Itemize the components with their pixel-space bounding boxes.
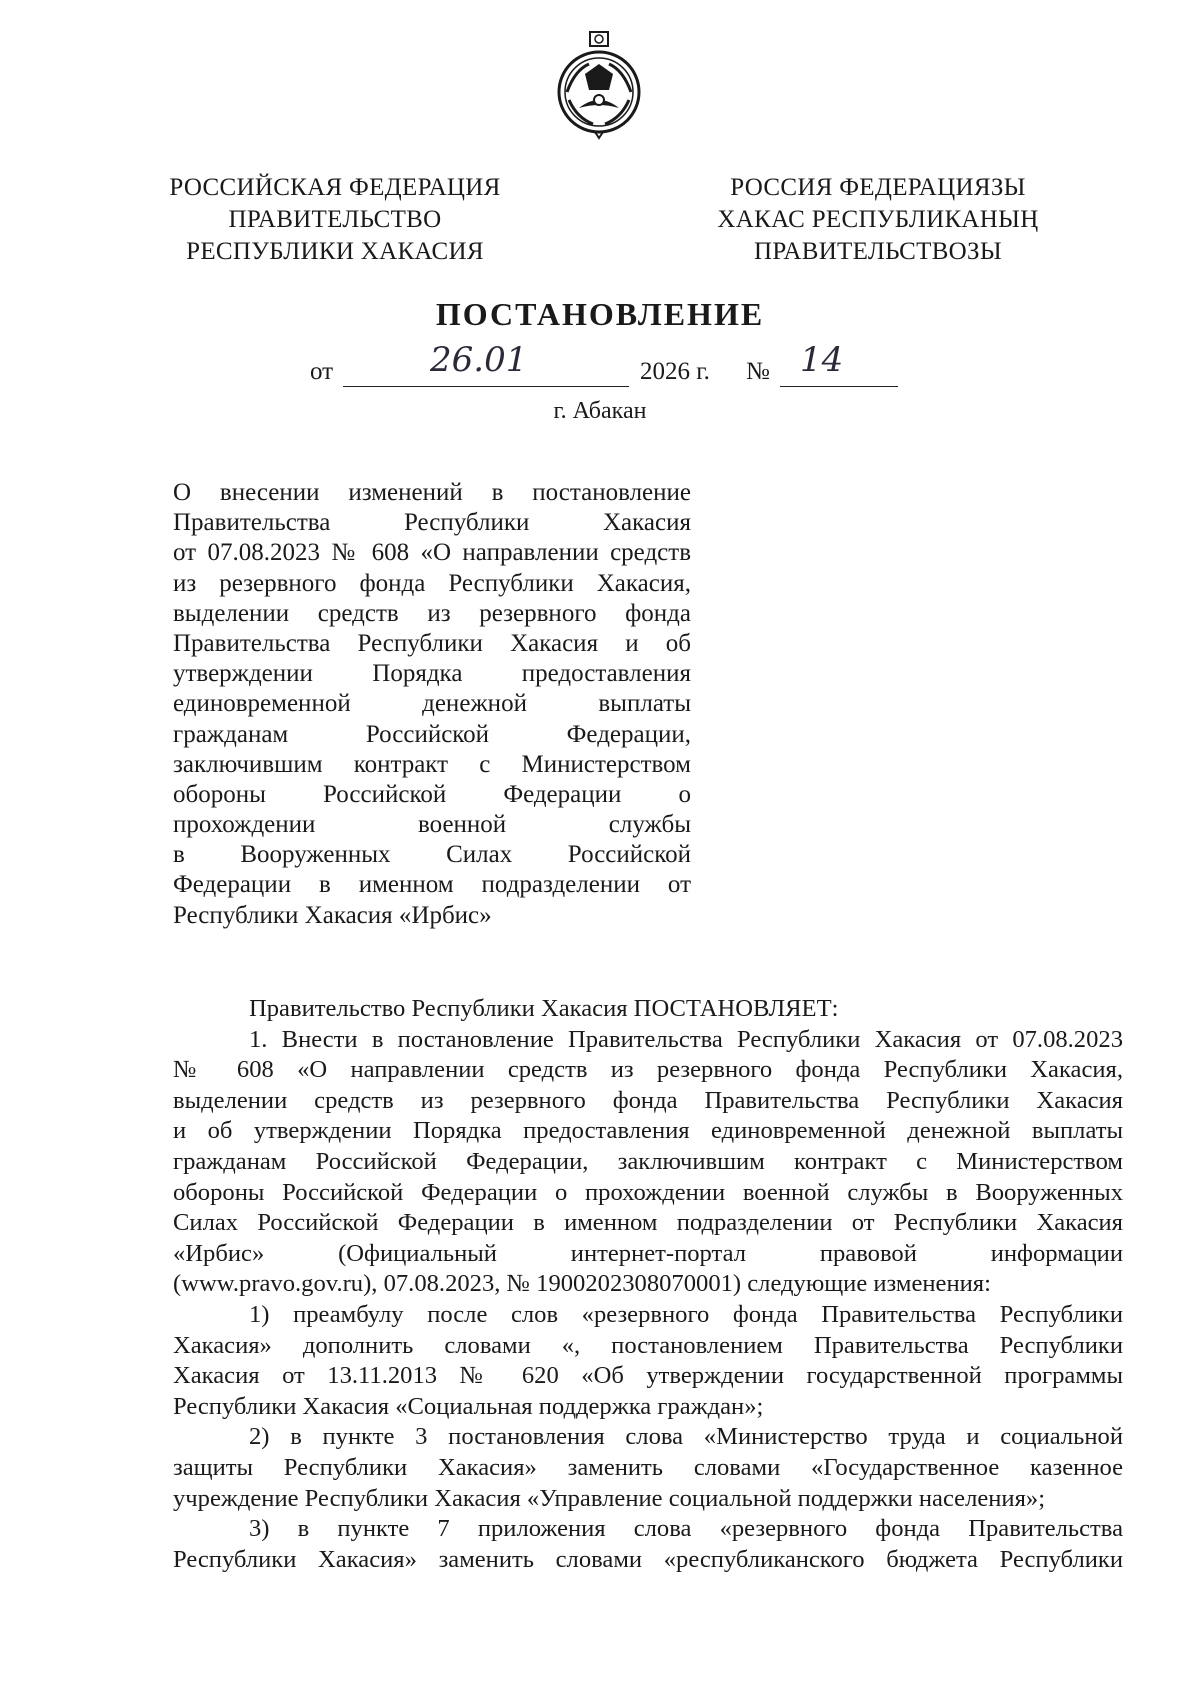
subject-line: обороны Российской Федерации о bbox=[173, 780, 691, 808]
subject-line: единовременной денежной выплаты bbox=[173, 690, 691, 718]
header-left-line: ПРАВИТЕЛЬСТВО bbox=[228, 206, 442, 233]
body-line: 3) в пункте 7 приложения слова «резервного фонда Правительства bbox=[249, 1515, 1123, 1543]
number-label: № bbox=[746, 358, 770, 385]
body-line: и об утверждении Порядка предоставления единовременной денежной выплаты bbox=[173, 1117, 1123, 1145]
handwritten-number: 14 bbox=[800, 340, 844, 380]
handwritten-date: 26.01 bbox=[430, 340, 528, 380]
body-line: Республики Хакасия» заменить словами «республиканского бюджета Республики bbox=[173, 1545, 1123, 1573]
subject-line: Правительства Республики Хакасия bbox=[173, 509, 691, 537]
subject-block bbox=[173, 478, 691, 931]
body-line: учреждение Республики Хакасия «Управление социальной поддержки населения»; bbox=[173, 1484, 1046, 1512]
body-line: Силах Российской Федерации в именном подразделении от Республики Хакасия bbox=[173, 1209, 1123, 1237]
body-line: «Ирбис» (Официальный интернет-портал правовой информации bbox=[173, 1239, 1123, 1267]
header-left-block bbox=[140, 172, 530, 268]
body-line: Правительство Республики Хакасия ПОСТАНОВЛЯЕТ: bbox=[249, 995, 839, 1022]
subject-line: в Вооруженных Силах Российской bbox=[173, 841, 691, 869]
subject-line: из резервного фонда Республики Хакасия, bbox=[173, 569, 691, 597]
document-title: ПОСТАНОВЛЕНИЕ bbox=[435, 296, 765, 332]
city-label: г. Абакан bbox=[553, 398, 647, 424]
body-line: (www.pravo.gov.ru), 07.08.2023, № 1900202308070001) следующие изменения: bbox=[173, 1270, 991, 1298]
coat-of-arms-icon bbox=[555, 30, 643, 142]
header-right-line: РОССИЯ ФЕДЕРАЦИЯЗЫ bbox=[730, 174, 1026, 201]
body-line: гражданам Российской Федерации, заключившим контракт с Министерством bbox=[173, 1147, 1123, 1175]
subject-line: Правительства Республики Хакасия и об bbox=[173, 629, 691, 657]
body-line: Республики Хакасия «Социальная поддержка граждан»; bbox=[173, 1392, 764, 1420]
body-line: № 608 «О направлении средств из резервного фонда Республики Хакасия, bbox=[173, 1056, 1123, 1084]
body-line: 1. Внести в постановление Правительства Республики Хакасия от 07.08.2023 bbox=[249, 1025, 1123, 1053]
subject-line: утверждении Порядка предоставления bbox=[173, 660, 691, 688]
header-right-line: ХАКАС РЕСПУБЛИКАНЫҢ bbox=[717, 206, 1039, 233]
subject-line: О внесении изменений в постановление bbox=[173, 479, 691, 506]
from-label: от bbox=[310, 358, 334, 385]
subject-line: заключившим контракт с Министерством bbox=[173, 750, 691, 778]
header-right-block bbox=[668, 172, 1088, 268]
date-number-line bbox=[0, 340, 1200, 396]
header-left-line: РОССИЙСКАЯ ФЕДЕРАЦИЯ bbox=[169, 174, 501, 201]
body-text-block bbox=[173, 994, 1123, 1575]
body-line: Хакасия от 13.11.2013 № 620 «Об утверждении государственной программы bbox=[173, 1362, 1123, 1390]
subject-line: гражданам Российской Федерации, bbox=[173, 720, 691, 748]
body-line: защиты Республики Хакасия» заменить словами «Государственное казенное bbox=[173, 1453, 1123, 1481]
subject-line: выделении средств из резервного фонда bbox=[173, 599, 691, 627]
subject-line: Республики Хакасия «Ирбис» bbox=[173, 901, 492, 929]
subject-line: прохождении военной службы bbox=[173, 811, 691, 839]
subject-line: от 07.08.2023 № 608 «О направлении средств bbox=[173, 539, 691, 567]
body-line: обороны Российской Федерации о прохождении военной службы в Вооруженных bbox=[173, 1178, 1123, 1206]
year-label: 2026 г. bbox=[640, 358, 710, 385]
header-left-line: РЕСПУБЛИКИ ХАКАСИЯ bbox=[186, 238, 484, 265]
body-line: Хакасия» дополнить словами «, постановлением Правительства Республики bbox=[173, 1331, 1123, 1359]
body-line: выделении средств из резервного фонда Правительства Республики Хакасия bbox=[173, 1086, 1123, 1114]
body-line: 2) в пункте 3 постановления слова «Министерство труда и социальной bbox=[249, 1423, 1123, 1451]
subject-line: Федерации в именном подразделении от bbox=[173, 871, 691, 899]
header-right-line: ПРАВИТЕЛЬСТВОЗЫ bbox=[754, 238, 1002, 265]
body-line: 1) преамбулу после слов «резервного фонда Правительства Республики bbox=[249, 1300, 1123, 1328]
